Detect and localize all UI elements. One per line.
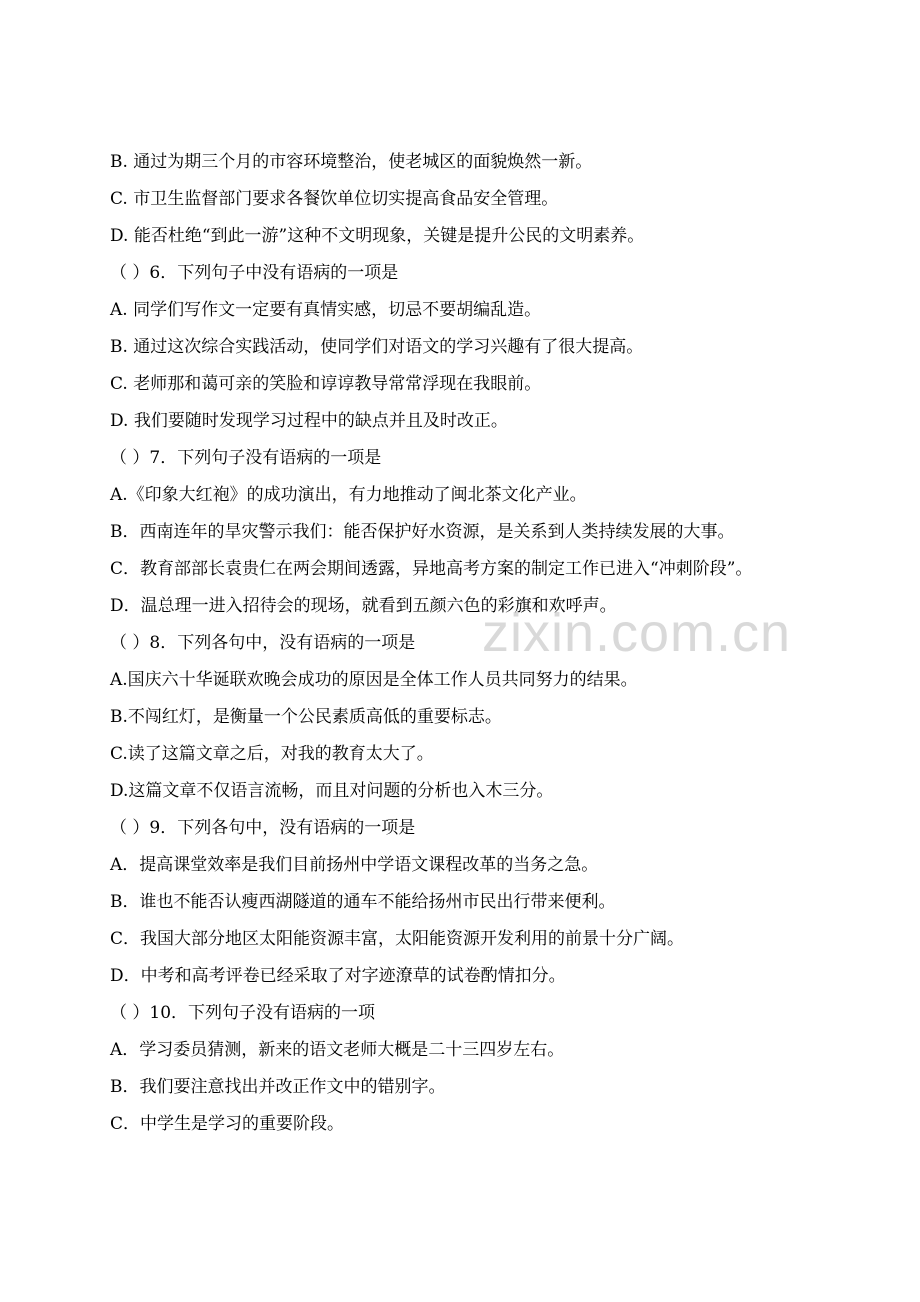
text-line: B．西南连年的旱灾警示我们：能否保护好水资源，是关系到人类持续发展的大事。 [110, 522, 735, 542]
text-line: B．我们要注意找出并改正作文中的错别字。 [110, 1077, 446, 1097]
question-7-stem: （ ）7．下列句子没有语病的一项是 [110, 448, 382, 468]
question-8-stem: （ ）8．下列各句中，没有语病的一项是 [110, 633, 416, 653]
text-line: D. 我们要随时发现学习过程中的缺点并且及时改正。 [110, 411, 508, 431]
question-6-stem: （ ）6．下列句子中没有语病的一项是 [110, 263, 399, 283]
text-line: A．学习委员猜测，新来的语文老师大概是二十三四岁左右。 [110, 1040, 565, 1060]
text-line: C．教育部部长袁贵仁在两会期间透露，异地高考方案的制定工作已进入“冲刺阶段”。 [110, 559, 753, 579]
watermark: zixin.com.cn [482, 603, 792, 663]
text-line: B．谁也不能否认瘦西湖隧道的通车不能给扬州市民出行带来便利。 [110, 892, 616, 912]
text-line: C．我国大部分地区太阳能资源丰富，太阳能资源开发利用的前景十分广阔。 [110, 929, 685, 949]
text-line: D.这篇文章不仅语言流畅，而且对问题的分析也入木三分。 [110, 781, 554, 801]
text-line: C．中学生是学习的重要阶段。 [110, 1114, 345, 1134]
text-line: D．中考和高考评卷已经采取了对字迹潦草的试卷酌情扣分。 [110, 966, 566, 986]
text-line: A．提高课堂效率是我们目前扬州中学语文课程改革的当务之急。 [110, 855, 599, 875]
text-line: C. 市卫生监督部门要求各餐饮单位切实提高食品安全管理。 [110, 189, 559, 209]
text-line: A. 同学们写作文一定要有真情实感，切忌不要胡编乱造。 [110, 300, 542, 320]
text-line: C. 老师那和蔼可亲的笑脸和谆谆教导常常浮现在我眼前。 [110, 374, 542, 394]
text-line: B.不闯红灯，是衡量一个公民素质高低的重要标志。 [110, 707, 502, 727]
text-line: B. 通过为期三个月的市容环境整治，使老城区的面貌焕然一新。 [110, 152, 593, 172]
question-10-stem: （ ）10．下列句子没有语病的一项 [110, 1003, 376, 1023]
text-line: C.读了这篇文章之后，对我的教育太大了。 [110, 744, 434, 764]
question-9-stem: （ ）9．下列各句中，没有语病的一项是 [110, 818, 416, 838]
text-line: D．温总理一进入招待会的现场，就看到五颜六色的彩旗和欢呼声。 [110, 596, 617, 616]
text-line: A.《印象大红袍》的成功演出，有力地推动了闽北茶文化产业。 [110, 485, 587, 505]
text-line: B. 通过这次综合实践活动，使同学们对语文的学习兴趣有了很大提高。 [110, 337, 644, 357]
text-line: D. 能否杜绝“到此一游”这种不文明现象，关键是提升公民的文明素养。 [110, 226, 645, 246]
text-line: A.国庆六十华诞联欢晚会成功的原因是全体工作人员共同努力的结果。 [110, 670, 638, 690]
